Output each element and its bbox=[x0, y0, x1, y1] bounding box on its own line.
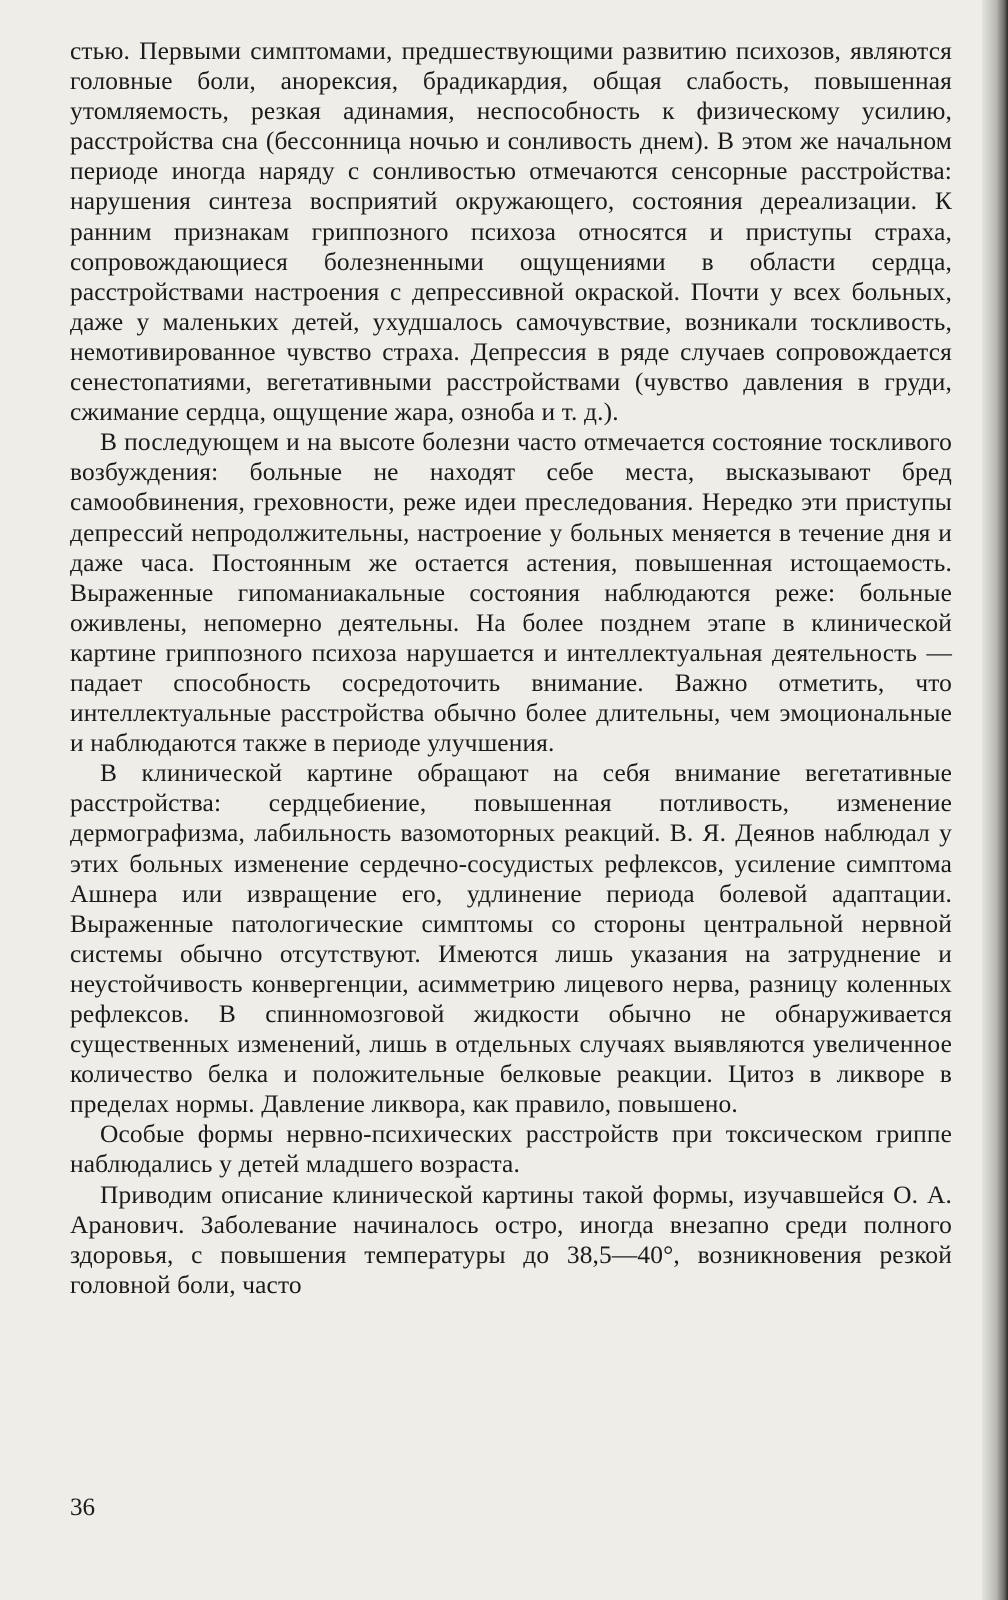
page-number: 36 bbox=[70, 1494, 95, 1521]
paragraph-4: Особые формы нервно-психических расстройств при токсическом гриппе наблюдались у детей младшего возраста. bbox=[70, 1120, 952, 1179]
paragraph-2: В последующем и на высоте болезни часто отмечается состояние тоскливого возбуждения: больные не находят себе места, высказывают бред самообвинения, греховности, реже идеи преследования. Нередко эти приступы депрессий непродолжительны, настроение у больных меняется в течение дня и даже часа. Постоянным же остается астения, повышенная истощаемость. Выраженные гипоманиакальные состояния наблюдаются реже: больные оживлены, непомерно деятельны. На более позднем этапе в клинической картине гриппозного психоза нарушается и интеллектуальная деятельность — падает способность сосредоточить внимание. Важно отметить, что интеллектуальные расстройства обычно более длительны, чем эмоциональные и наблюдаются также в периоде улучшения. bbox=[70, 428, 952, 758]
page-binding-edge bbox=[982, 0, 1008, 1600]
paragraph-1: стью. Первыми симптомами, предшествующими развитию психозов, являются головные боли, анорексия, брадикардия, общая слабость, повышенная утомляемость, резкая адинамия, неспособность к физическому усилию, расстройства сна (бессонница ночью и сонливость днем). В этом же начальном периоде иногда наряду с сонливостью отмечаются сенсорные расстройства: нарушения синтеза восприятий окружающего, состояния дереализации. К ранним признакам гриппозного психоза относятся и приступы страха, сопровождающиеся болезненными ощущениями в области сердца, расстройствами настроения с депрессивной окраской. Почти у всех больных, даже у маленьких детей, ухудшалось самочувствие, возникали тоскливость, немотивированное чувство страха. Депрессия в ряде случаев сопровождается сенестопатиями, вегетативными расстройствами (чувство давления в груди, сжимание сердца, ощущение жара, озноба и т. д.). bbox=[70, 37, 952, 427]
body-text bbox=[70, 36, 952, 1300]
paragraph-3: В клинической картине обращают на себя внимание вегетативные расстройства: сердцебиение, повышенная потливость, изменение дермографизма, лабильность вазомоторных реакций. В. Я. Деянов наблюдал у этих больных изменение сердечно-сосудистых рефлексов, усиление симптома Ашнера или извращение его, удлинение периода болевой адаптации. Выраженные патологические симптомы со стороны центральной нервной системы обычно отсутствуют. Имеются лишь указания на затруднение и неустойчивость конвергенции, асимметрию лицевого нерва, разницу коленных рефлексов. В спинномозговой жидкости обычно не обнаруживается существенных изменений, лишь в отдельных случаях выявляются увеличенное количество белка и положительные белковые реакции. Цитоз в ликворе в пределах нормы. Давление ликвора, как правило, повышено. bbox=[70, 759, 952, 1119]
paragraph-5: Приводим описание клинической картины такой формы, изучавшейся О. А. Аранович. Заболевание начиналось остро, иногда внезапно среди полного здоровья, с повышения температуры до 38,5—40°, возникновения резкой головной боли, часто bbox=[70, 1180, 952, 1299]
